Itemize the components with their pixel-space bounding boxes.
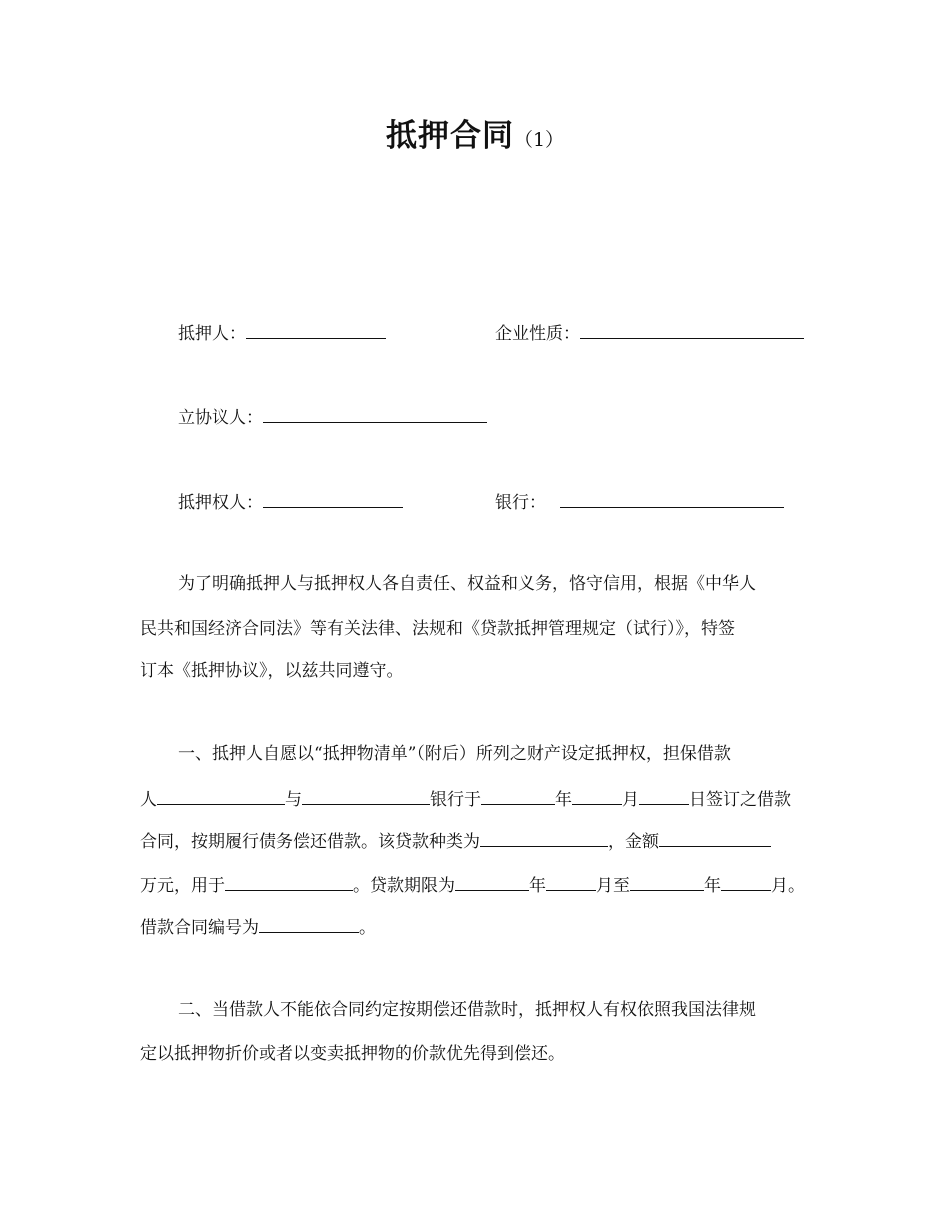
preamble-line: 民共和国经济合同法》等有关法律、法规和《贷款抵押管理规定（试行）》，特签 (140, 619, 735, 639)
bank-label: 银行： (495, 493, 546, 513)
preamble-line: 为了明确抵押人与抵押权人各自责任、权益和义务，恪守信用，根据《中华人 (178, 574, 756, 594)
clause1-line (140, 786, 791, 812)
clause1-text: ，金额 (608, 832, 659, 852)
clause1-text: 。 (359, 918, 376, 938)
mortgagor-blank[interactable] (246, 320, 386, 339)
mortgagee-label: 抵押权人： (178, 493, 263, 513)
clause1-text: 。贷款期限为 (353, 876, 455, 896)
enterprise-field (495, 320, 804, 346)
lender-blank[interactable] (302, 786, 430, 805)
title-sub: （1） (513, 129, 565, 151)
clause2-line: 定以抵押物折价或者以变卖抵押物的价款优先得到偿还。 (140, 1044, 565, 1064)
clause1-line: 一、抵押人自愿以“抵押物清单”（附后）所列之财产设定抵押权，担保借款 (178, 744, 731, 764)
start-year-blank[interactable] (455, 872, 529, 891)
agreement-party-field (178, 404, 487, 430)
purpose-blank[interactable] (225, 872, 353, 891)
borrower-blank[interactable] (157, 786, 285, 805)
clause1-text: 银行于 (430, 790, 481, 810)
clause1-text: 万元，用于 (140, 876, 225, 896)
clause1-line (140, 914, 376, 940)
mortgagor-label: 抵押人： (178, 324, 246, 344)
mortgagee-blank[interactable] (263, 489, 403, 508)
bank-blank[interactable] (560, 489, 784, 508)
mortgagor-field (178, 320, 386, 346)
agreement-party-blank[interactable] (263, 404, 487, 423)
preamble-line: 订本《抵押协议》，以兹共同遵守。 (140, 661, 404, 681)
document-title (0, 110, 950, 155)
clause1-text: 月至 (596, 876, 630, 896)
start-month-blank[interactable] (546, 872, 596, 891)
clause2-line: 二、当借款人不能依合同约定按期偿还借款时，抵押权人有权依照我国法律规 (178, 1000, 756, 1020)
clause1-text: 月。 (771, 876, 805, 896)
clause1-text: 月 (622, 790, 639, 810)
clause1-text: 年 (704, 876, 721, 896)
clause1-text: 年 (555, 790, 572, 810)
sign-year-blank[interactable] (481, 786, 555, 805)
end-year-blank[interactable] (630, 872, 704, 891)
clause1-text: 日签订之借款 (689, 790, 791, 810)
mortgagee-field (178, 489, 403, 515)
clause1-text: 借款合同编号为 (140, 918, 259, 938)
enterprise-blank[interactable] (580, 320, 804, 339)
contract-number-blank[interactable] (259, 914, 359, 933)
clause1-text: 与 (285, 790, 302, 810)
agreement-party-label: 立协议人： (178, 408, 263, 428)
end-month-blank[interactable] (721, 872, 771, 891)
clause1-line (140, 828, 771, 854)
title-main: 抵押合同 (385, 118, 514, 154)
enterprise-label: 企业性质： (495, 324, 580, 344)
clause1-text: 年 (529, 876, 546, 896)
amount-blank[interactable] (659, 828, 771, 847)
loan-type-blank[interactable] (480, 828, 608, 847)
clause1-line (140, 872, 805, 898)
sign-month-blank[interactable] (572, 786, 622, 805)
bank-field (495, 489, 784, 515)
clause1-text: 合同，按期履行债务偿还借款。该贷款种类为 (140, 832, 480, 852)
clause1-text: 人 (140, 790, 157, 810)
sign-day-blank[interactable] (639, 786, 689, 805)
